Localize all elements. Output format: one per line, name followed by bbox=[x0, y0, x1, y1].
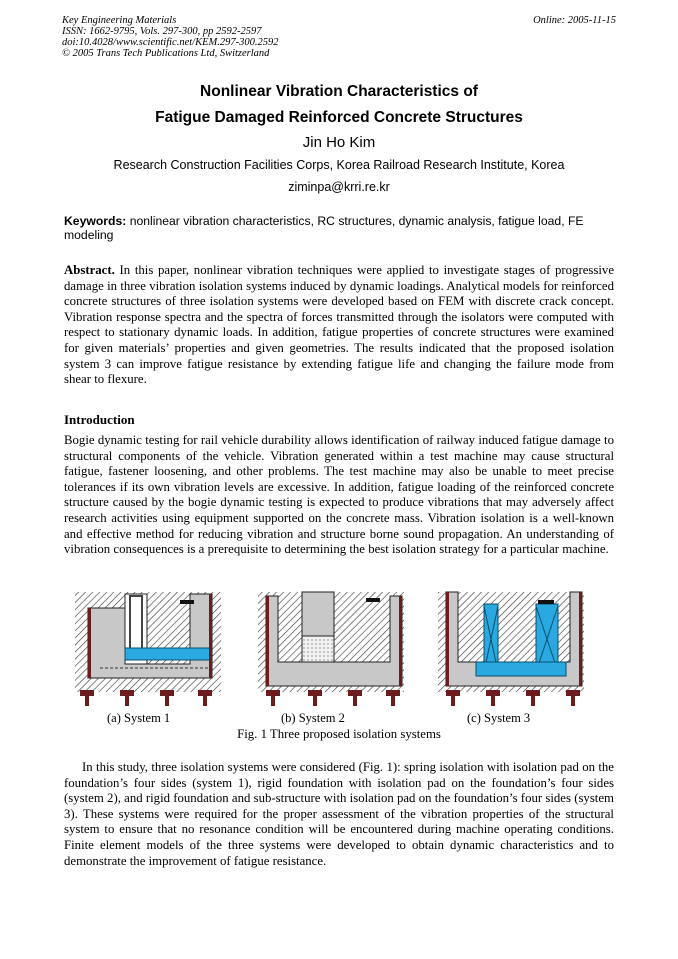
abstract-text: In this paper, nonlinear vibration techniques were applied to investigate stages of progressive damage in three vibration isolation systems induced by dynamic loadings. Analytical models for reinforced concrete structures of three isolation systems were developed based on FEM with discrete crack concept. Vibration response spectra and the spectra of forces transmitted through the isolators were computed with respect to stationary dynamic loads. In addition, fatigue properties of concrete structures were examined for given materials’ properties and given geometries. The results indicated that the proposed isolation system 3 can improve fatigue resistance by extending fatigue life and changing the failure mode from shear to flexure. bbox=[64, 263, 614, 387]
subfigure-label-c: (c) System 3 bbox=[467, 711, 531, 725]
abstract bbox=[64, 263, 614, 388]
copyright-line: © 2005 Trans Tech Publications Ltd, Switzerland bbox=[62, 48, 270, 59]
doi-line: doi:10.4028/www.scientific.net/KEM.297-300.2592 bbox=[62, 37, 279, 48]
body-paragraph: In this study, three isolation systems were considered (Fig. 1): spring isolation with isolation pad on the foundation’s four sides (system 1), rigid foundation with isolation pad on the foundation’s four sides (system 2), and rigid foundation and sub-structure with isolation pad on the foundation’s four sides (system 3). These systems were required for the proper assessment of the vibration properties of the structural system to ensure that no resonance condition will be encountered during machine operating conditions. Finite element models of the three systems were developed to obtain dynamic characteristics and to demonstrate the improvement of fatigue resistance. bbox=[64, 760, 614, 868]
introduction-paragraph: Bogie dynamic testing for rail vehicle durability allows identification of railway induced fatigue damage to structural components of the vehicle. Vibration generated within a test machine may cause structural fatigue, fastener loosening, and other problems. The test machine may also be unable to meet precise tolerances if its own vibration levels are excessive. In addition, fatigue loading of the reinforced concrete structure caused by the bogie dynamic testing is expected to produce vibrations that may adversely affect research activities using equipment supported on the concrete mass. Vibration isolation is a well-known and effective method for reducing vibration and structure borne sound propagation. An understanding of vibration consequences is a prerequisite to determining the best isolation strategy for a particular machine. bbox=[64, 433, 614, 557]
system-3-diagram bbox=[438, 592, 584, 706]
paper-title-line-2: Fatigue Damaged Reinforced Concrete Structures bbox=[155, 109, 523, 126]
keywords-text: nonlinear vibration characteristics, RC structures, dynamic analysis, fatigue load, FE modeling bbox=[64, 214, 584, 243]
figure-caption: Fig. 1 Three proposed isolation systems bbox=[237, 727, 441, 741]
subfigure-label-a: (a) System 1 bbox=[107, 711, 171, 725]
subfigure-label-b: (b) System 2 bbox=[281, 711, 345, 725]
abstract-label: Abstract. bbox=[64, 263, 115, 277]
figure-isolation-systems bbox=[70, 586, 610, 712]
journal-name: Key Engineering Materials bbox=[62, 15, 177, 26]
paper-title-line-1: Nonlinear Vibration Characteristics of bbox=[200, 83, 478, 100]
keywords-label: Keywords: bbox=[64, 214, 127, 228]
system-2-diagram bbox=[258, 592, 404, 706]
keywords bbox=[64, 214, 614, 242]
system-1-diagram bbox=[75, 592, 221, 706]
journal-header bbox=[62, 15, 616, 59]
issn-line: ISSN: 1662-9795, Vols. 297-300, pp 2592-2597 bbox=[62, 26, 262, 37]
author-email: ziminpa@krri.re.kr bbox=[288, 180, 390, 194]
section-heading-introduction: Introduction bbox=[64, 412, 135, 427]
online-date: Online: 2005-11-15 bbox=[533, 15, 616, 26]
affiliation: Research Construction Facilities Corps, Korea Railroad Research Institute, Korea bbox=[113, 158, 565, 172]
author-name: Jin Ho Kim bbox=[302, 134, 376, 151]
